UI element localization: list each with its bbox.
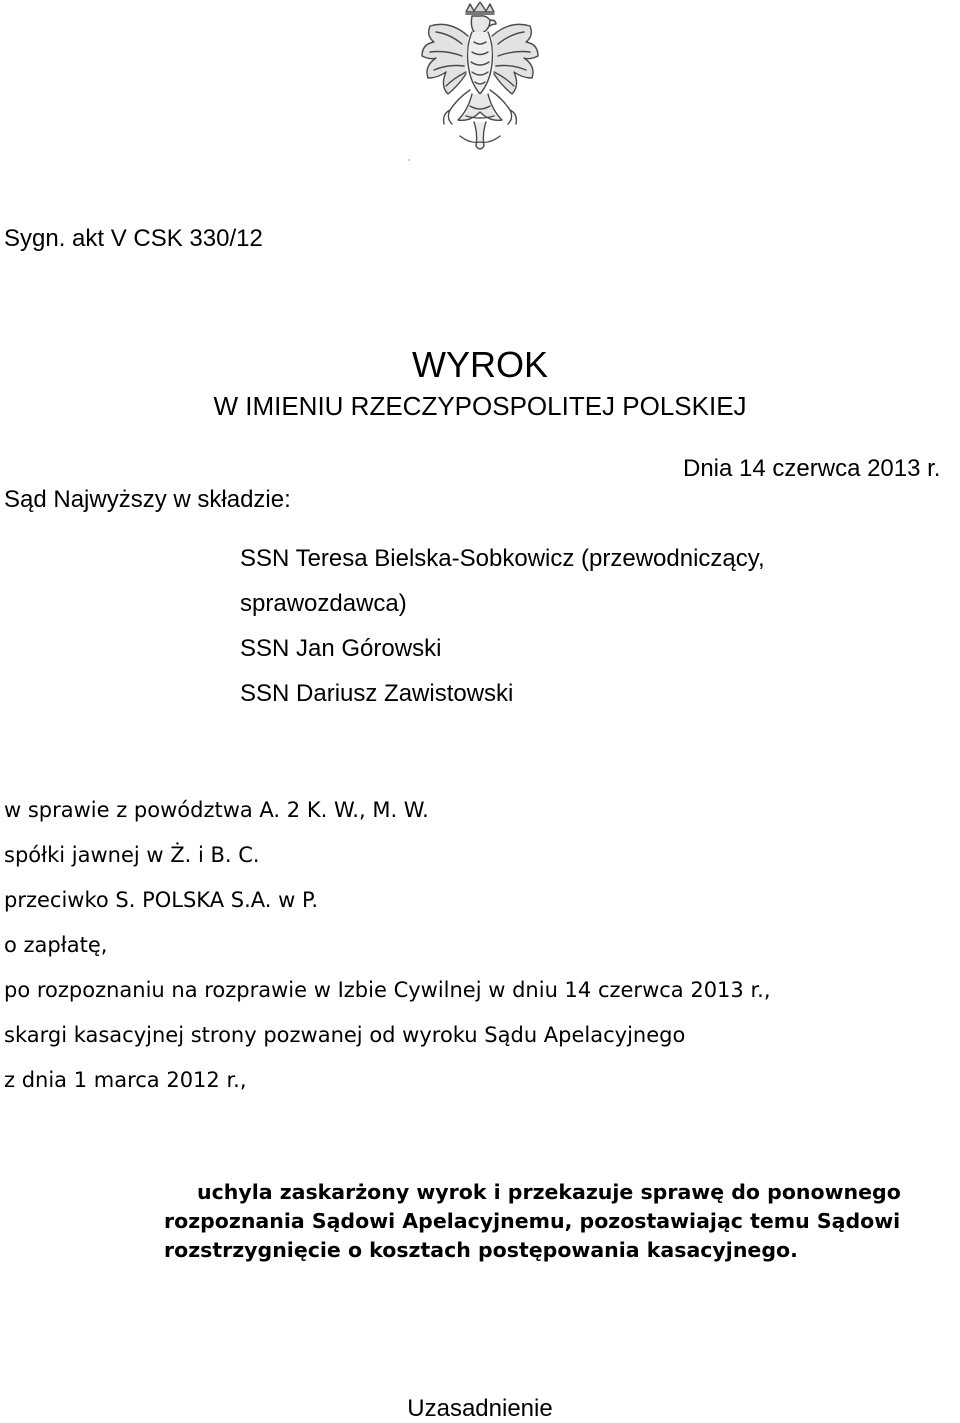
ruling-text bbox=[164, 1178, 960, 1265]
judgment-date: Dnia 14 czerwca 2013 r. bbox=[683, 455, 941, 482]
ruling-line: uchyla zaskarżony wyrok i przekazuje sprawę do ponownego bbox=[197, 1180, 901, 1204]
case-line: po rozpoznaniu na rozprawie w Izbie Cywilnej w dniu 14 czerwca 2013 r., bbox=[4, 978, 771, 1002]
case-line: spółki jawnej w Ż. i B. C. bbox=[4, 843, 260, 867]
case-line: o zapłatę, bbox=[4, 933, 108, 957]
polish-eagle-emblem-icon bbox=[400, 2, 560, 164]
case-signature: Sygn. akt V CSK 330/12 bbox=[4, 225, 263, 252]
ruling-line: rozstrzygnięcie o kosztach postępowania kasacyjnego. bbox=[164, 1238, 798, 1262]
judge-line: SSN Dariusz Zawistowski bbox=[240, 680, 514, 707]
document-subtitle: W IMIENIU RZECZYPOSPOLITEJ POLSKIEJ bbox=[213, 391, 747, 421]
case-description bbox=[4, 795, 771, 1110]
case-line: z dnia 1 marca 2012 r., bbox=[4, 1068, 247, 1092]
case-line: skargi kasacyjnej strony pozwanej od wyroku Sądu Apelacyjnego bbox=[4, 1023, 686, 1047]
case-line: w sprawie z powództwa A. 2 K. W., M. W. bbox=[4, 798, 429, 822]
judge-line: SSN Jan Górowski bbox=[240, 635, 442, 662]
judge-line: sprawozdawca) bbox=[240, 590, 407, 617]
court-composition-label: Sąd Najwyższy w składzie: bbox=[4, 486, 291, 513]
judges-list bbox=[240, 543, 765, 723]
document-title: WYROK bbox=[411, 344, 548, 385]
judge-line: SSN Teresa Bielska-Sobkowicz (przewodniczący, bbox=[240, 545, 765, 572]
case-line: przeciwko S. POLSKA S.A. w P. bbox=[4, 888, 319, 912]
ruling-line: rozpoznania Sądowi Apelacyjnemu, pozostawiając temu Sądowi bbox=[164, 1209, 901, 1233]
reasons-heading: Uzasadnienie bbox=[407, 1395, 553, 1422]
